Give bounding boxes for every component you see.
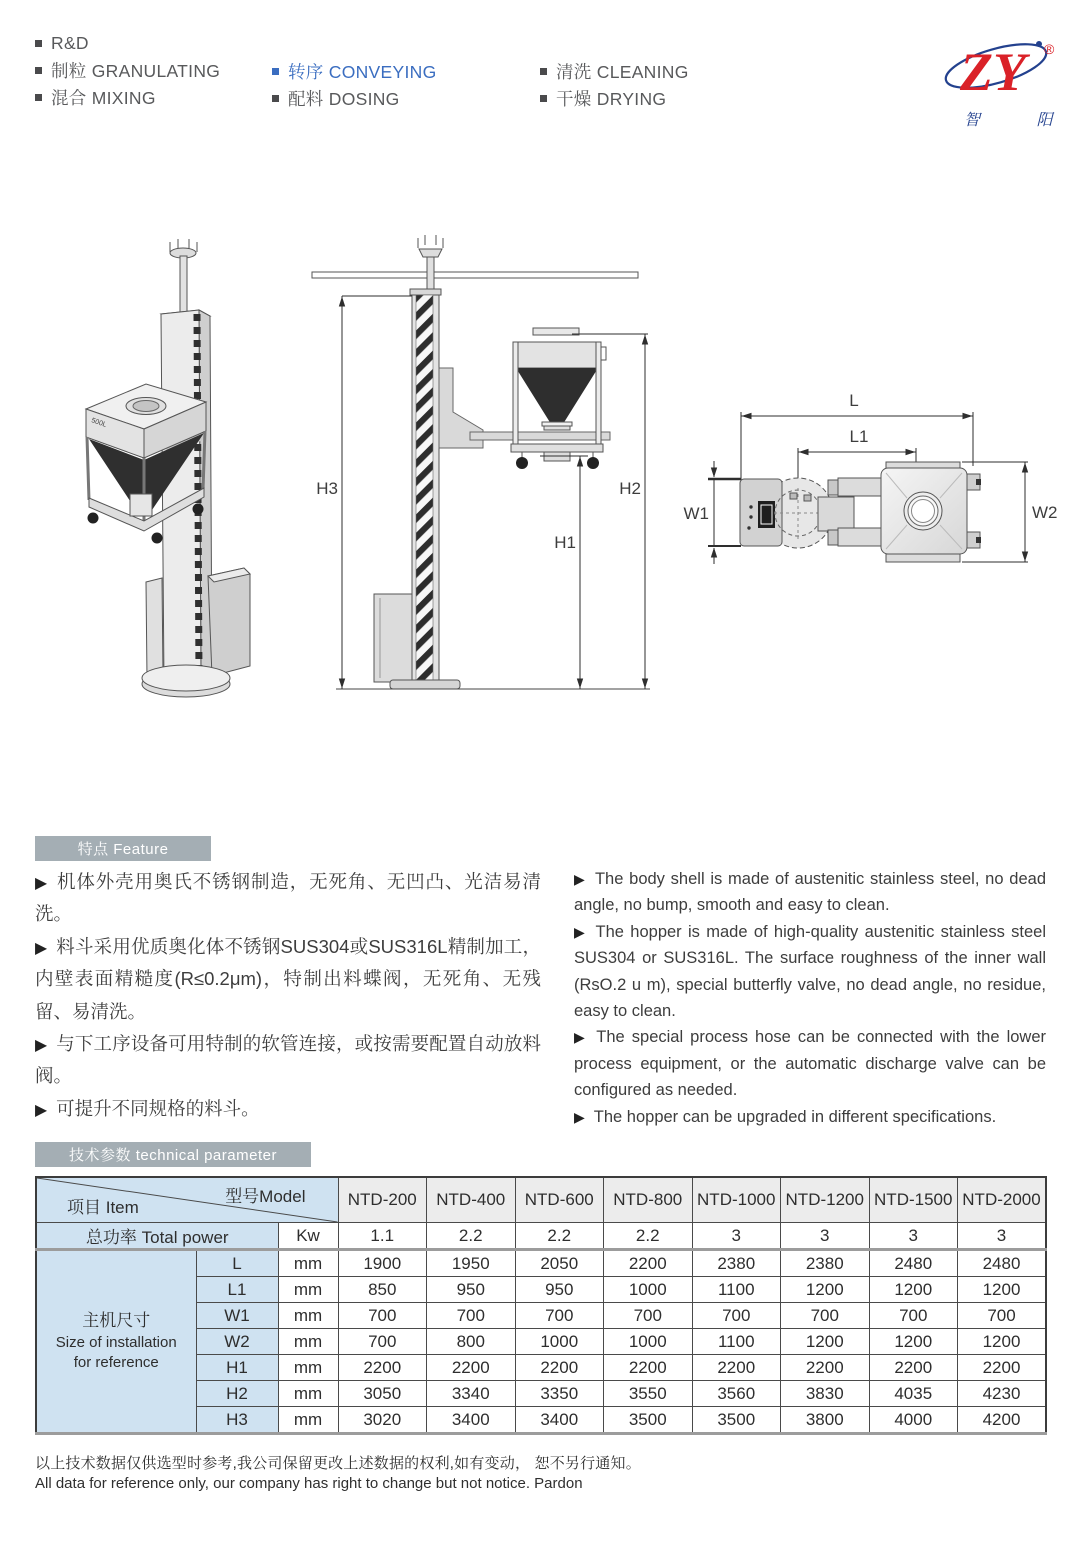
ceiling-beam [312, 272, 638, 278]
company-logo [938, 28, 1068, 133]
nav-label: 干燥 DRYING [556, 89, 667, 109]
value-cell: 3 [958, 1223, 1047, 1250]
dim-label-l: L [849, 391, 859, 410]
value-cell: 700 [427, 1303, 516, 1329]
value-cell: 2380 [781, 1250, 870, 1277]
value-cell: 800 [427, 1329, 516, 1355]
nav-item-mixing [35, 84, 220, 111]
nav-item-drying [540, 85, 689, 112]
value-cell: 2200 [515, 1355, 604, 1381]
value-cell: 2480 [869, 1250, 958, 1277]
base-plate [142, 665, 230, 691]
drawing-side-view [300, 226, 660, 718]
value-cell: 1000 [604, 1329, 693, 1355]
square-bullet-icon [272, 95, 279, 102]
base-plate [390, 680, 460, 689]
bin-capacity-label: 500L [90, 417, 108, 429]
value-cell: 1000 [515, 1329, 604, 1355]
value-cell: 4230 [958, 1381, 1047, 1407]
value-cell: 700 [692, 1303, 781, 1329]
unit-cell: mm [278, 1407, 338, 1434]
value-cell: 950 [515, 1277, 604, 1303]
caster [587, 457, 599, 469]
dim-label-w2: W2 [1032, 503, 1058, 522]
value-cell: 3050 [338, 1381, 427, 1407]
drawing-isometric-view [58, 226, 318, 706]
triangle-bullet-icon: ▶ [35, 1101, 48, 1119]
value-cell: 2380 [692, 1250, 781, 1277]
caster [516, 457, 528, 469]
size-group-line: Size of installation [55, 1333, 177, 1351]
feature-bullet [574, 866, 1046, 919]
value-cell: 3020 [338, 1407, 427, 1434]
feature-bullet-text: 与下工序设备可用特制的软管连接，或按需要配置自动放料阀。 [35, 1032, 541, 1087]
table-row-total-power [36, 1223, 1046, 1250]
value-cell: 4200 [958, 1407, 1047, 1434]
model-header: NTD-800 [604, 1177, 693, 1223]
value-cell: 2.2 [604, 1223, 693, 1250]
value-cell: 2200 [604, 1355, 693, 1381]
nav-label: 制粒 GRANULATING [51, 61, 221, 81]
value-cell: 1200 [781, 1329, 870, 1355]
logo-mark: ZY [960, 42, 1026, 102]
value-cell: 3560 [692, 1381, 781, 1407]
unit-cell: mm [278, 1329, 338, 1355]
spec-table [35, 1176, 1047, 1435]
value-cell: 1000 [604, 1277, 693, 1303]
feature-list-english [574, 866, 1046, 1130]
nav-item-dosing [272, 85, 436, 112]
logo-script-text: 智 阳 [964, 112, 1068, 129]
model-header: NTD-400 [427, 1177, 516, 1223]
unit-cell: mm [278, 1303, 338, 1329]
lift-arm [470, 432, 610, 440]
registered-mark-icon: ® [1044, 41, 1055, 57]
feature-bullet-text: The body shell is made of austenitic stainless steel, no dead angle, no bump, smooth and easy to clean. [574, 870, 1046, 915]
feature-bullet [574, 1024, 1046, 1103]
footnote-chinese: 以上技术数据仅供选型时参考,我公司保留更改上述数据的权利,如有变动， 恕不另行通知。 [35, 1455, 641, 1472]
hazard-strip [416, 295, 433, 686]
value-cell: 1200 [958, 1329, 1047, 1355]
square-bullet-icon [35, 67, 42, 74]
unit-cell: mm [278, 1250, 338, 1277]
dim-label-l1: L1 [849, 427, 869, 446]
feature-bullet [35, 931, 541, 1028]
value-cell: 4035 [869, 1381, 958, 1407]
table-header-row [36, 1177, 1046, 1223]
triangle-bullet-icon: ▶ [574, 923, 587, 940]
dim-name-cell: H1 [196, 1355, 278, 1381]
feature-bullet [574, 1104, 1046, 1130]
value-cell: 2480 [958, 1250, 1047, 1277]
size-group-cell [36, 1250, 196, 1434]
value-cell: 700 [338, 1303, 427, 1329]
dim-name-cell: W2 [196, 1329, 278, 1355]
value-cell: 700 [515, 1303, 604, 1329]
value-cell: 1950 [427, 1250, 516, 1277]
value-cell: 2200 [427, 1355, 516, 1381]
model-header: NTD-1200 [781, 1177, 870, 1223]
feature-bullet [35, 866, 541, 931]
value-cell: 3400 [515, 1407, 604, 1434]
ibc-bin-top [881, 462, 981, 562]
value-cell: 1100 [692, 1277, 781, 1303]
value-cell: 1200 [781, 1277, 870, 1303]
value-cell: 700 [604, 1303, 693, 1329]
square-bullet-icon [540, 95, 547, 102]
value-cell: 3500 [692, 1407, 781, 1434]
arm-top [818, 478, 883, 546]
dim-name-cell: W1 [196, 1303, 278, 1329]
value-cell: 3340 [427, 1381, 516, 1407]
nav-item-granulating [35, 57, 220, 84]
nav-column-1 [35, 30, 220, 111]
value-cell: 2200 [338, 1355, 427, 1381]
feature-bullet-text: The hopper is made of high-quality austenitic stainless steel SUS304 or SUS316L. The surface roughness of the inner wall (RsO.2 u m), special butterfly valve, no dead angle, no residue, easy to clean. [574, 922, 1047, 1020]
nav-item-rd [35, 30, 220, 57]
value-cell: 2.2 [515, 1223, 604, 1250]
nav-label: 清洗 CLEANING [556, 62, 689, 82]
square-bullet-icon [272, 68, 279, 75]
value-cell: 3400 [427, 1407, 516, 1434]
nav-column-3 [540, 58, 689, 112]
nav-label: R&D [51, 33, 89, 53]
value-cell: 950 [427, 1277, 516, 1303]
value-cell: 850 [338, 1277, 427, 1303]
lift-column-side [410, 289, 441, 686]
value-cell: 1900 [338, 1250, 427, 1277]
value-cell: 700 [338, 1329, 427, 1355]
feature-bullet [574, 919, 1046, 1025]
square-bullet-icon [35, 94, 42, 101]
model-header: NTD-600 [515, 1177, 604, 1223]
table-row-dim-L [36, 1250, 1046, 1277]
dim-label-h3: H3 [316, 479, 338, 498]
model-header: NTD-1000 [692, 1177, 781, 1223]
ibc-bin-side [511, 328, 606, 469]
value-cell: 1200 [958, 1277, 1047, 1303]
corner-model-label: 型号Model [225, 1187, 306, 1206]
triangle-bullet-icon: ▶ [35, 875, 48, 892]
feature-bullet-text: 料斗采用优质奥化体不锈钢SUS304或SUS316L精制加工，内壁表面精糙度(R≤0.2μm)，特制出料蝶阀，无死角、无残留、易清洗。 [35, 935, 541, 1022]
value-cell: 3 [692, 1223, 781, 1250]
value-cell: 1.1 [338, 1223, 427, 1250]
dimension-w1 [708, 461, 741, 564]
value-cell: 3830 [781, 1381, 870, 1407]
triangle-bullet-icon: ▶ [574, 1108, 585, 1125]
feature-section-title: 特点 Feature [35, 836, 211, 861]
dim-name-cell: L1 [196, 1277, 278, 1303]
value-cell: 700 [958, 1303, 1047, 1329]
value-cell: 3 [869, 1223, 958, 1250]
zy-logo-icon [938, 28, 1068, 133]
square-bullet-icon [35, 40, 42, 47]
corner-item-label: 项目 Item [67, 1198, 139, 1217]
unit-cell: Kw [278, 1223, 338, 1250]
row-label: 总功率 Total power [36, 1223, 278, 1250]
value-cell: 4000 [869, 1407, 958, 1434]
table-footnote [35, 1452, 641, 1492]
value-cell: 2050 [515, 1250, 604, 1277]
dim-label-h2: H2 [619, 479, 641, 498]
unit-cell: mm [278, 1381, 338, 1407]
triangle-bullet-icon: ▶ [574, 1029, 588, 1046]
value-cell: 700 [869, 1303, 958, 1329]
model-header: NTD-2000 [958, 1177, 1047, 1223]
dim-label-h1: H1 [554, 533, 576, 552]
value-cell: 3800 [781, 1407, 870, 1434]
value-cell: 3550 [604, 1381, 693, 1407]
value-cell: 2200 [869, 1355, 958, 1381]
nav-label: 转序 CONVEYING [288, 62, 437, 82]
square-bullet-icon [540, 68, 547, 75]
nav-column-2 [272, 58, 436, 112]
value-cell: 1200 [869, 1277, 958, 1303]
dim-name-cell: H2 [196, 1381, 278, 1407]
triangle-bullet-icon: ▶ [35, 939, 48, 957]
feature-list-chinese [35, 866, 541, 1125]
feature-bullet-text: 可提升不同规格的料斗。 [56, 1097, 260, 1119]
value-cell: 1200 [869, 1329, 958, 1355]
value-cell: 3350 [515, 1381, 604, 1407]
feature-bullet-text: 机体外壳用奥氏不锈钢制造，无死角、无凹凸、光洁易清洗。 [35, 871, 541, 925]
feature-bullet-text: The special process hose can be connected with the lower process equipment, or the automatic discharge valve can be configured as needed. [574, 1028, 1046, 1100]
dimension-h1 [540, 456, 588, 689]
value-cell: 2.2 [427, 1223, 516, 1250]
feature-bullet-text: The hopper can be upgraded in different specifications. [593, 1107, 997, 1126]
rotary-head [418, 235, 443, 257]
feature-bullet [35, 1093, 541, 1125]
value-cell: 3500 [604, 1407, 693, 1434]
hopper-cone [516, 368, 598, 424]
value-cell: 3 [781, 1223, 870, 1250]
bin-lid-opening [912, 500, 935, 523]
nav-item-conveying-active [272, 58, 436, 85]
triangle-bullet-icon: ▶ [35, 1036, 48, 1054]
drawing-top-view [678, 376, 1068, 608]
model-header: NTD-1500 [869, 1177, 958, 1223]
size-group-line: for reference [73, 1353, 159, 1371]
nav-item-cleaning [540, 58, 689, 85]
dim-name-cell: H3 [196, 1407, 278, 1434]
dim-name-cell: L [196, 1250, 278, 1277]
dim-label-w1: W1 [683, 504, 709, 523]
model-header: NTD-200 [338, 1177, 427, 1223]
nav-label: 配料 DOSING [288, 89, 400, 109]
triangle-bullet-icon: ▶ [574, 871, 586, 887]
unit-cell: mm [278, 1355, 338, 1381]
size-group-line: 主机尺寸 [82, 1310, 151, 1330]
feature-bullet [35, 1028, 541, 1093]
value-cell: 2200 [692, 1355, 781, 1381]
value-cell: 2200 [604, 1250, 693, 1277]
discharge-valve [130, 494, 152, 516]
tech-section-title: 技术参数 technical parameter [35, 1142, 311, 1167]
value-cell: 1100 [692, 1329, 781, 1355]
value-cell: 700 [781, 1303, 870, 1329]
corner-cell [36, 1177, 338, 1223]
value-cell: 2200 [781, 1355, 870, 1381]
footnote-english: All data for reference only, our company has right to change but not notice. Pardon [35, 1475, 583, 1492]
nav-label: 混合 MIXING [51, 88, 156, 108]
value-cell: 2200 [958, 1355, 1047, 1381]
unit-cell: mm [278, 1277, 338, 1303]
